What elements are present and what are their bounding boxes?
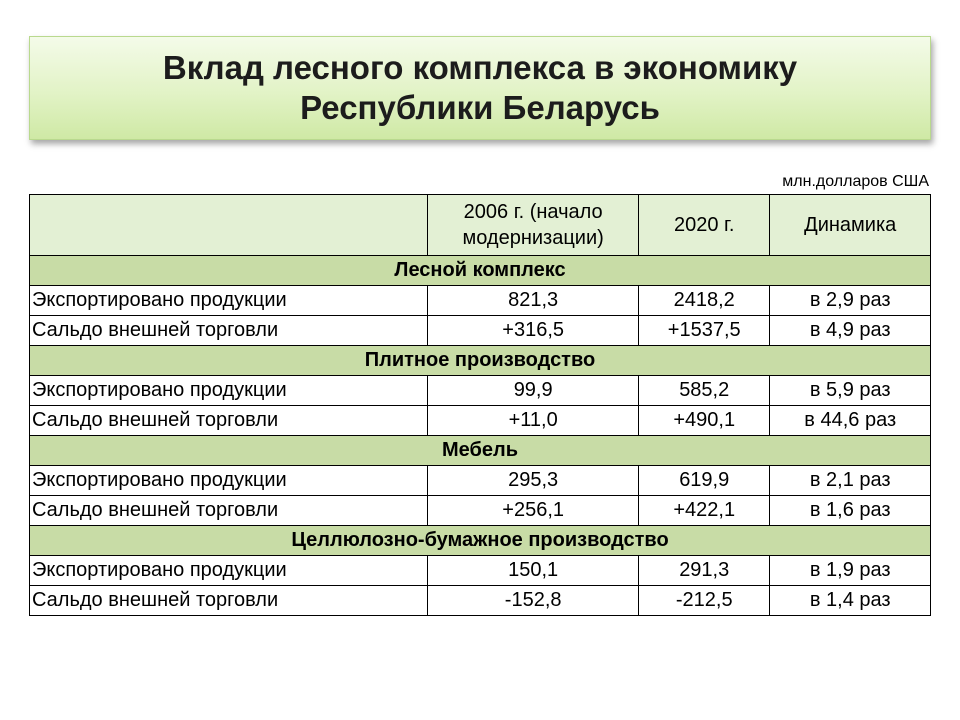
value-dynamics: в 1,6 раз	[770, 496, 931, 526]
section-row	[30, 436, 931, 466]
value-2006: -152,8	[428, 586, 639, 616]
title-box	[29, 36, 931, 140]
table-row	[30, 496, 931, 526]
value-dynamics: в 44,6 раз	[770, 406, 931, 436]
economy-table	[29, 194, 931, 616]
table-row	[30, 556, 931, 586]
section-pulp-paper: Целлюлозно-бумажное производство	[30, 526, 931, 556]
header-empty	[30, 195, 428, 256]
table-row	[30, 466, 931, 496]
section-furniture: Мебель	[30, 436, 931, 466]
unit-label: млн.долларов США	[782, 173, 929, 190]
table-row	[30, 376, 931, 406]
table-row	[30, 586, 931, 616]
row-label: Сальдо внешней торговли	[30, 406, 428, 436]
value-2006: +11,0	[428, 406, 639, 436]
section-row	[30, 526, 931, 556]
value-2020: -212,5	[639, 586, 770, 616]
value-dynamics: в 4,9 раз	[770, 316, 931, 346]
row-label: Экспортировано продукции	[30, 286, 428, 316]
value-2020: 291,3	[639, 556, 770, 586]
value-2006: 150,1	[428, 556, 639, 586]
row-label: Экспортировано продукции	[30, 376, 428, 406]
value-2006: +256,1	[428, 496, 639, 526]
section-row	[30, 256, 931, 286]
value-2006: +316,5	[428, 316, 639, 346]
table-row	[30, 286, 931, 316]
row-label: Сальдо внешней торговли	[30, 496, 428, 526]
row-label: Экспортировано продукции	[30, 466, 428, 496]
header-dynamics: Динамика	[770, 195, 931, 256]
value-dynamics: в 2,9 раз	[770, 286, 931, 316]
value-2020: +490,1	[639, 406, 770, 436]
table-row	[30, 406, 931, 436]
value-dynamics: в 5,9 раз	[770, 376, 931, 406]
section-forest-complex: Лесной комплекс	[30, 256, 931, 286]
section-row	[30, 346, 931, 376]
value-2020: 2418,2	[639, 286, 770, 316]
value-2006: 821,3	[428, 286, 639, 316]
section-board-production: Плитное производство	[30, 346, 931, 376]
row-label: Сальдо внешней торговли	[30, 586, 428, 616]
slide-title-line-1: Вклад лесного комплекса в экономику	[162, 49, 798, 86]
slide-title-line-2: Республики Беларусь	[300, 89, 660, 126]
value-2020: +422,1	[639, 496, 770, 526]
header-2020: 2020 г.	[639, 195, 770, 256]
value-2020: +1537,5	[639, 316, 770, 346]
table-header-row	[30, 195, 931, 256]
row-label: Сальдо внешней торговли	[30, 316, 428, 346]
row-label: Экспортировано продукции	[30, 556, 428, 586]
value-2006: 295,3	[428, 466, 639, 496]
table-row	[30, 316, 931, 346]
value-dynamics: в 2,1 раз	[770, 466, 931, 496]
value-dynamics: в 1,4 раз	[770, 586, 931, 616]
value-2020: 585,2	[639, 376, 770, 406]
value-dynamics: в 1,9 раз	[770, 556, 931, 586]
header-2006: 2006 г. (начало модернизации)	[428, 195, 639, 256]
value-2006: 99,9	[428, 376, 639, 406]
value-2020: 619,9	[639, 466, 770, 496]
